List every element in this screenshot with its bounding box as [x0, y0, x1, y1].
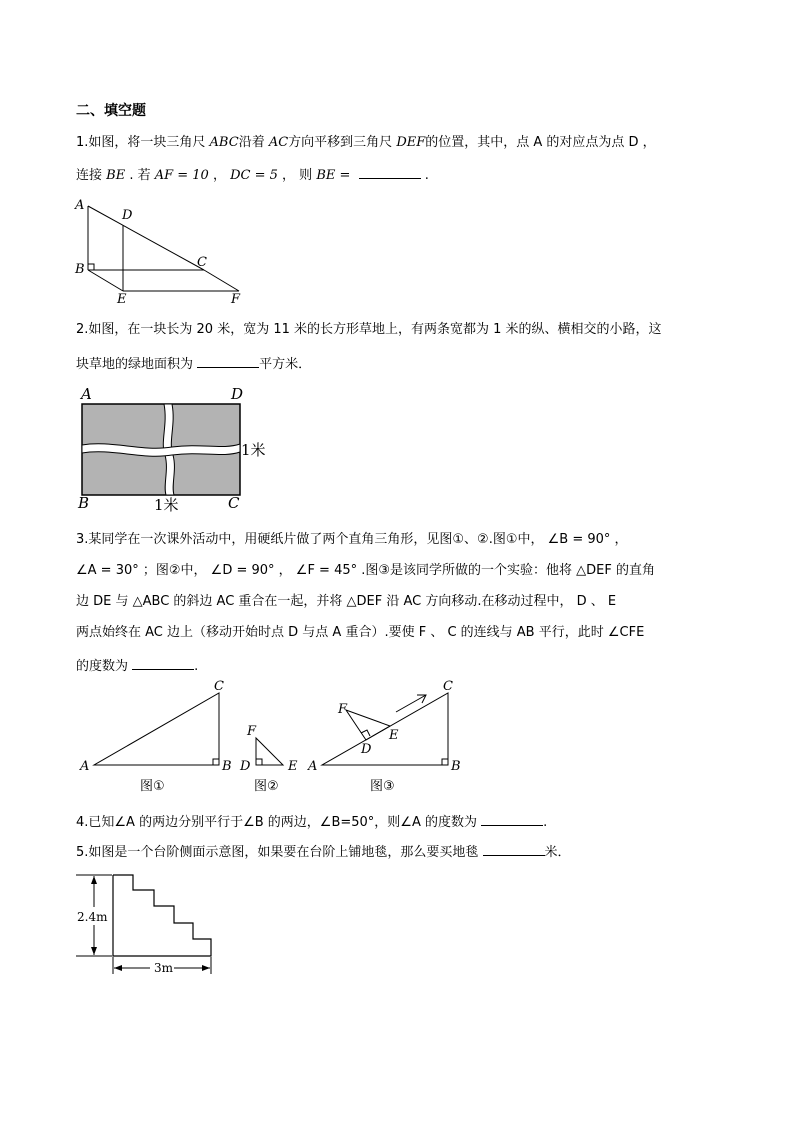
q1-text: . [420, 168, 429, 183]
q1-math-dc: DC = 5 [230, 168, 278, 183]
q1-label-e: E [117, 292, 127, 307]
q5-arrow-left [114, 965, 122, 971]
q4-text: 4.已知∠A 的两边分别平行于∠B 的两边，∠B=50°，则∠A 的度数为 [76, 815, 482, 830]
q3-answer-blank[interactable] [132, 656, 194, 670]
q3-fig2-label-f: F [247, 724, 257, 739]
q3-fig3-label-f: F [338, 702, 348, 717]
q5-stairs [113, 875, 211, 956]
q1-right-angle [88, 264, 94, 270]
q1-text: 的位置，其中，点 A 的对应点为点 D ， [425, 135, 656, 150]
q3-fig3-label-c: C [443, 679, 453, 694]
q1-line-2 [76, 165, 429, 184]
q1-text: 连接 [76, 168, 107, 183]
q3-line-5 [76, 656, 198, 675]
q3-fig2-right-angle [256, 759, 262, 765]
q3-text: . [194, 659, 199, 674]
q3-fig3-triangle-def [346, 710, 390, 740]
q3-fig1-label-c: C [214, 679, 224, 694]
q5-line [76, 842, 571, 861]
q3-fig3-label-e: E [389, 728, 399, 743]
q4-line [76, 812, 547, 831]
q1-math-be-eq: BE = [316, 168, 351, 183]
q1-math-af: AF = 10 [154, 168, 209, 183]
q1-math-ac: AC [268, 135, 289, 150]
q3-fig3-direction-arrow [396, 695, 426, 712]
q2-label-c: C [228, 494, 240, 512]
q3-fig1-caption: 图① [140, 779, 165, 794]
q3-fig1-triangle [94, 693, 219, 765]
q3-fig2-label-d: D [240, 759, 251, 774]
q5-arrow-right [202, 965, 210, 971]
q3-fig2-caption: 图② [254, 779, 279, 794]
q5-text: 米． [544, 845, 571, 860]
q1-text: ， 则 [277, 168, 317, 183]
q5-arrow-down [91, 947, 97, 955]
q1-line-1 [76, 135, 656, 151]
q4-text: . [543, 815, 548, 830]
q1-math-def: DEF [396, 135, 426, 150]
q3-fig3-label-a: A [308, 759, 318, 774]
q1-label-d: D [122, 208, 133, 223]
q1-text: 方向平移到三角尺 [288, 135, 397, 150]
q2-text: 平方米． [259, 357, 312, 372]
q1-figure [72, 196, 252, 308]
q1-label-f: F [231, 292, 241, 307]
q1-label-c: C [197, 255, 207, 270]
q3-fig3-label-d: D [361, 742, 372, 757]
q2-road-width-right: 1米 [241, 441, 266, 459]
q1-text: 1.如图，将一块三角尺 [76, 135, 210, 150]
q3-fig1-label-a: A [80, 759, 90, 774]
q2-line-1: 2.如图，在一块长为 20 米，宽为 11 米的长方形草地上，有两条宽都为 1 米的纵、横相交的小路，这 [76, 322, 662, 337]
q1-label-b: B [75, 262, 85, 277]
q3-fig3-right-angle-b [442, 759, 448, 765]
q3-line-3: 边 DE 与 △ABC 的斜边 AC 重合在一起，并将 △DEF 沿 AC 方向移动.在移动过程中， D 、 E [76, 594, 617, 609]
q2-road-width-bottom: 1米 [154, 496, 179, 514]
q2-text: 块草地的绿地面积为 [76, 357, 198, 372]
q1-math-be: BE [106, 168, 126, 183]
q5-figure [70, 866, 230, 981]
q1-text: ， [208, 168, 231, 183]
q5-answer-blank[interactable] [483, 842, 545, 856]
q3-fig2-triangle [256, 738, 283, 765]
q4-answer-blank[interactable] [481, 812, 543, 826]
q3-fig1-label-b: B [222, 759, 232, 774]
q1-line-be [88, 270, 123, 291]
q3-line-1: 3.某同学在一次课外活动中，用硬纸片做了两个直角三角形，见图①、②.图①中， ∠B = 90° ， [76, 532, 628, 547]
q3-text: 的度数为 [76, 659, 133, 674]
q1-text: 沿着 [238, 135, 269, 150]
q3-fig1-right-angle [213, 759, 219, 765]
q5-width-label: 3m [154, 961, 174, 975]
q2-label-b: B [78, 494, 90, 512]
q5-height-label: 2.4m [77, 910, 108, 924]
q3-fig2-label-e: E [288, 759, 298, 774]
q2-label-d: D [231, 385, 244, 403]
q1-label-a: A [75, 198, 85, 213]
q1-answer-blank[interactable] [359, 165, 421, 179]
q3-fig3-caption: 图③ [370, 779, 395, 794]
q3-figures [74, 678, 474, 796]
q1-text: . 若 [125, 168, 155, 183]
q2-label-a: A [81, 385, 92, 403]
q3-line-2: ∠A = 30° ；图②中， ∠D = 90° ， ∠F = 45° .图③是该同学所做的一个实验：他将 △DEF 的直角 [76, 563, 656, 578]
q3-fig3-label-b: B [451, 759, 461, 774]
q5-text: 5.如图是一个台阶侧面示意图，如果要在台阶上铺地毯，那么要买地毯 [76, 845, 483, 860]
section-title: 二、填空题 [76, 103, 146, 119]
q2-line-2 [76, 354, 311, 373]
q3-line-4: 两点始终在 AC 边上（移动开始时点 D 与点 A 重合）.要使 F 、 C 的连线与 AB 平行，此时 ∠CFE [76, 625, 645, 640]
q1-line-cf [204, 270, 239, 291]
q5-arrow-up [91, 876, 97, 884]
q1-math-abc: ABC [209, 135, 239, 150]
q2-answer-blank[interactable] [197, 354, 259, 368]
q1-line-ac [88, 206, 204, 270]
q2-figure [72, 380, 272, 515]
